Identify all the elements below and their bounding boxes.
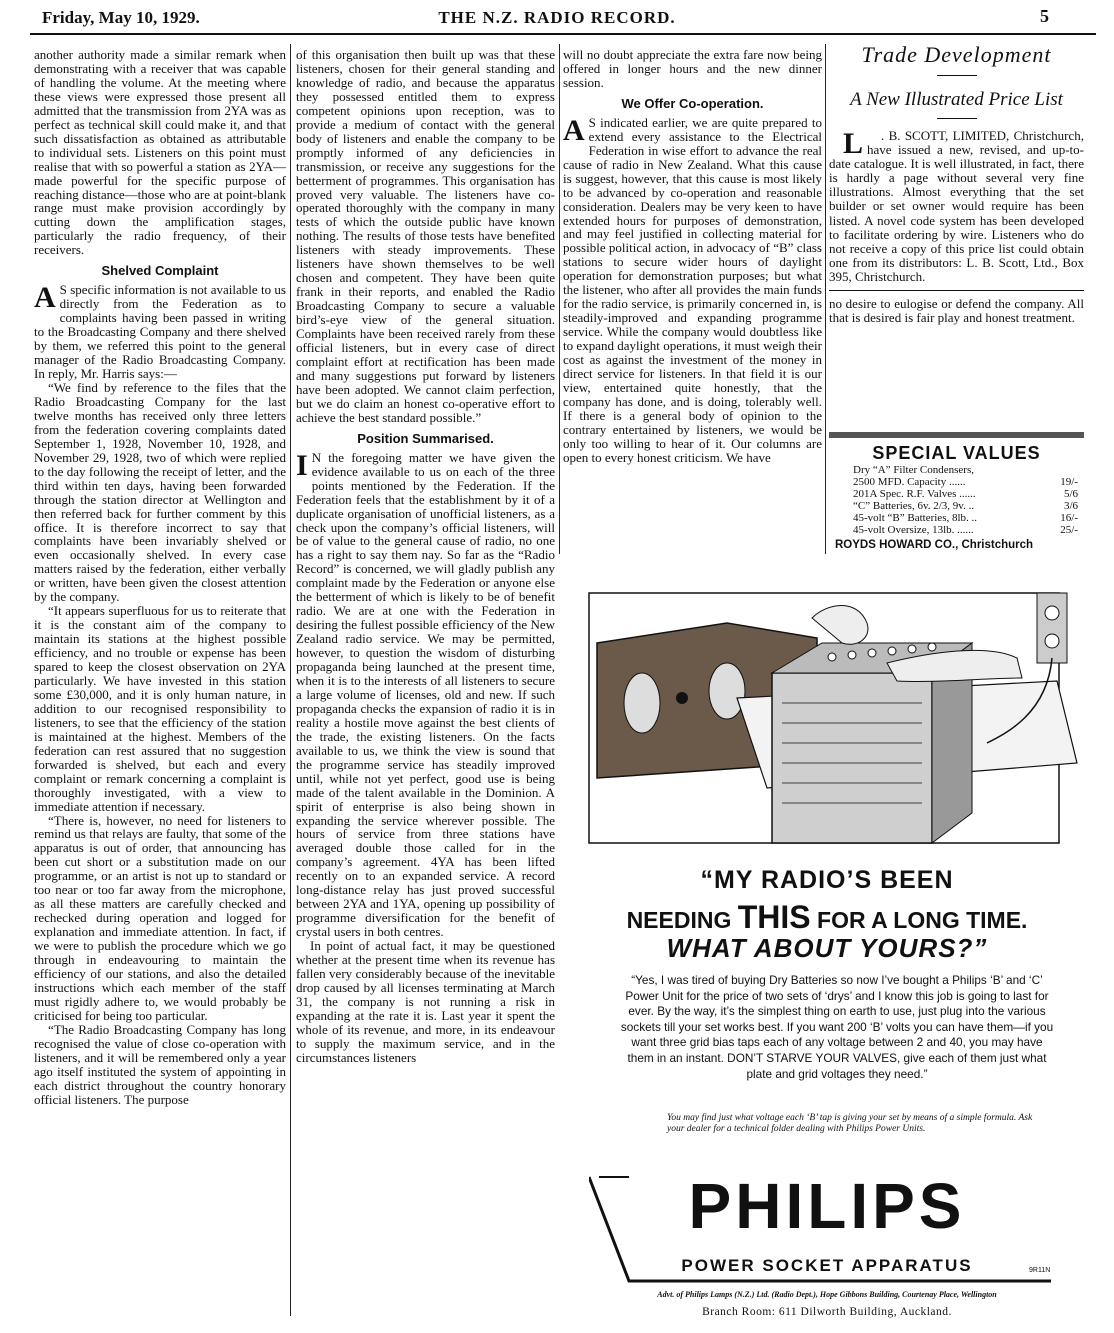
- paragraph-text: . B. SCOTT, LIMITED, Christchurch, have issued a new, revised, and up-to-date catalogue. It is well illustrated, in fact, there is hardly a page without several very fine illustrations. Almost everything that the set builder or set owner would require has been listed. A novel code system has been developed to facilitate ordering by wire. Listeners who do not receive a copy of this price list could obtain one from its distributors: L. B. Scott, Ltd., Box 395, Christchurch.: [829, 128, 1084, 284]
- drop-cap: L: [843, 127, 864, 160]
- trade-development-subtitle: A New Illustrated Price List: [850, 89, 1063, 110]
- price-row: [829, 500, 1084, 512]
- price-item-value: 16/-: [1060, 512, 1078, 524]
- ad-headline: WHAT ABOUT YOURS?”: [666, 933, 988, 963]
- advertiser-name: ROYDS HOWARD CO., Christchurch: [835, 539, 1034, 551]
- product-line: POWER SOCKET APPARATUS: [681, 1256, 973, 1275]
- box-rule: [829, 290, 1084, 291]
- paragraph: [563, 113, 822, 465]
- ad-code: 9R11N: [1029, 1267, 1051, 1274]
- column-divider: [559, 44, 560, 554]
- continued-paragraph: no desire to eulogise or defend the company. All that is desired is fair play and honest treatment.: [829, 296, 1084, 326]
- trade-development-column: [829, 44, 1084, 325]
- title-rule: [937, 75, 977, 76]
- price-item-label: 2500 MFD. Capacity ......: [853, 476, 966, 488]
- ad-body-copy: “Yes, I was tired of buying Dry Batteries so now I’ve bought a Philips ‘B’ and ‘C’ Power Unit for the price of two sets of ‘drys’ and I know this job is going to last for ever. By the way, it’s the simplest thing on earth to use, just plug into the various sockets till your set works best. If you want 200 ‘B’ volts you can have them—if you want three grid bias taps each of any voltage between 2 and 40, you may have them in an instant. DON’T STARVE YOUR VALVES, give each of them just what plate and grid voltages they need.”: [620, 973, 1054, 1081]
- issue-date: Friday, May 10, 1929.: [42, 8, 200, 27]
- price-item-label: 201A Spec. R.F. Valves ......: [853, 488, 976, 500]
- subheading-shelved-complaint: Shelved Complaint: [101, 263, 219, 279]
- paragraph-text: S indicated earlier, we are quite prepared to extend every assistance to the Electrical Federation in wise effort to advance the real cause of radio in New Zealand. What this cause is suggest, however, that this cause is most likely to be advanced by co-operation and reasonable consideration. Dealers may be very keen to have extended hours for purposes of demonstration, and may feel justified in collecting material for possible political action, in advocacy of “B” class stations to secure wider hours of daylight operation for demonstration purposes; but what the listener, who after all provides the main funds for the radio service, is primarily concerned in, is steadily-improved and expanding programme service. While the company would doubtless like to expand daylight operations, it must weigh their cost as against the investment of the money in direct service for listeners. In that field it is our view, entertained quite honestly, that the company has done, and is doing, tolerably well. If there is a general body of opinion to the contrary entertained by listeners, we would be only too willing to hear of it. Our columns are open to every honest criticism. We have: [563, 114, 822, 465]
- drop-cap: A: [34, 281, 56, 315]
- paragraph: “We find by reference to the files that the Radio Broadcasting Company for the last twelve months has received only three letters from the federation covering complaints dated September 1, 1928, November 10, 1928, and November 29, 1928, two of which were replied to the day following the receipt of letter, and the third within ten days, having been forwarded through the station director at Wellington and then referred back for further comment by this office. It is therefore incorrect to say that complaints have been invariably shelved or even occasionally shelved. In every case matters raised by the federation, either verbally or written, have been given the closest attention by the company.: [34, 379, 286, 605]
- trade-development-body: [829, 129, 1084, 284]
- paragraph-text: N the foregoing matter we have given the evidence available to us on each of the three points mentioned by the Federation. If the Federation feels that the establishment by it of a duplicate organisation of unofficial listeners, as a check upon the company’s official listeners, will be of value to the general cause of radio, no one has a right to say them nay. So far as the “Radio Record” is concerned, we will gladly publish any complaint made by the Federation or anyone else the betterment of which is likely to be of benefit radio. We are at one with the Federation in desiring the fullest possible efficiency of the New Zealand radio service. We may be permitted, however, to question the wisdom of disturbing propaganda being launched at the present time, when it is to the interests of all listeners to secure a large volume of licenses, old and new. If such propaganda checks the expansion of radio it is in reality a hostile move against the best clients of the trade, the existing listeners. On the facts available to us, we think the view is sound that the programme service has steadily improved until, while not yet perfect, good use is being made of the talent available in the Dominion. A spirit of enterprise is also being shown in expanding the service wherever possible. The hours of service from three stations have averaged double those called for in the company’s agreement. 4YA has been lifted recently on to an expanded service. A record long-distance relay has just proved successful between 2YA and 1YA, opening up possibility of programme diversification for the benefit of crystal users in both centres.: [296, 449, 555, 940]
- drop-cap: I: [296, 448, 308, 482]
- price-item-label: 45-volt “B” Batteries, 8lb. ..: [853, 512, 978, 524]
- price-row: [829, 476, 1084, 488]
- masthead-title: THE N.Z. RADIO RECORD.: [438, 8, 676, 27]
- ad-headline: [567, 899, 1087, 936]
- article-column-2: [296, 48, 555, 1312]
- special-values-ad: [829, 432, 1084, 550]
- header-rule: [30, 33, 1096, 35]
- drop-cap: A: [563, 113, 585, 147]
- ad-headline-part: FOR A LONG TIME.: [810, 907, 1028, 933]
- ad-fine-print: You may find just what voltage each ‘B’ tap is giving your set by means of a simple formula. Ask your dealer for a technical folder dealing with Philips Power Units.: [667, 1113, 1033, 1134]
- radio-illustration: [567, 563, 1087, 863]
- paragraph: [34, 283, 286, 381]
- page-header: [0, 0, 1114, 34]
- price-row: [829, 524, 1084, 536]
- branch-address: Branch Room: 611 Dilworth Building, Auckland.: [702, 1306, 952, 1318]
- philips-logo: PHILIPS: [688, 1170, 966, 1242]
- price-row: [829, 512, 1084, 524]
- price-item-value: 19/-: [1060, 476, 1078, 488]
- page-number: 5: [1040, 6, 1049, 26]
- price-item-value: 5/6: [1063, 488, 1078, 500]
- paragraph: another authority made a similar remark when demonstrating with a receiver that was capable of handling the volume. At the meeting where these views were expressed those present all admitted that the transmission from 2YA was as perfect as technical skill could make it, and that such dissatisfaction as obtained as attributable to individual sets. Listeners on this point must realise that with so powerful a station as 2YA—made powerful for the specific purpose of reaching distance—those who are at point-blank range must make provision accordingly by cutting down the amplification stages, particularly the radio frequency, of their receivers.: [34, 48, 286, 258]
- price-item-value: 3/6: [1063, 500, 1078, 512]
- paragraph-text: S specific information is not available to us directly from the Federation as to complaints having been passed in writing to the Broadcasting Company and there shelved by them, we referred this point to the general manager of the Radio Broadcasting Company. In reply, Mr. Harris says:—: [34, 282, 286, 382]
- ad-headline: “MY RADIO’S BEEN: [700, 866, 954, 894]
- paragraph: [296, 448, 555, 940]
- price-item-label: Dry “A” Filter Condensers,: [853, 464, 974, 476]
- paragraph: “The Radio Broadcasting Company has long recognised the value of close co-operation with listeners, and it will be remembered only a year ago itself instituted the system of appointing in each district throughout the country honorary official listeners. The purpose: [34, 1021, 286, 1107]
- price-item-label: 45-volt Oversize, 13lb. ......: [853, 524, 974, 536]
- price-row: [829, 464, 1084, 476]
- subheading-we-offer-cooperation: We Offer Co-operation.: [621, 95, 764, 111]
- advertiser-address: Advt. of Philips Lamps (N.Z.) Ltd. (Radio Dept.), Hope Gibbons Building, Courtenay Place, Wellington: [657, 1290, 997, 1299]
- title-rule: [937, 118, 977, 119]
- trade-development-title: Trade Development: [861, 44, 1052, 67]
- paragraph: “There is, however, no need for listeners to remind us that relays are faulty, that some of the apparatus is out of order, that announcing has been cut short or a substitution made on our programme, or an artist is not up to standard or too near or too far away from the microphone, as all these matters are carefully checked and rechecked during operation and logged for explanation and immediate attention. In fact, if we were to publish the procedure which we go through in endeavouring to maintain the efficiency of our stations, and also the detailed instructions which each member of the staff must rigidly adhere to, we would probably be criticised for being too particular.: [34, 812, 286, 1023]
- subheading-position-summarised: Position Summarised.: [357, 430, 494, 446]
- price-item-value: 25/-: [1060, 524, 1078, 536]
- ad-headline-part: NEEDING: [626, 907, 738, 933]
- column-divider: [290, 44, 291, 1316]
- article-column-3: [563, 48, 822, 553]
- special-values-title: SPECIAL VALUES: [872, 443, 1041, 463]
- paragraph: In point of actual fact, it may be questioned whether at the present time when its revenue has fallen very considerably because of the inevitable drop caused by all licenses terminating at March 31, the company is not running a risk in expanding at the rate it is. Last year it spent the whole of its revenue, and more, in its endeavour to supply the maximum service, and in the circumstances listeners: [296, 938, 555, 1065]
- paragraph: of this organisation then built up was that these listeners, chosen for their general standing and knowledge of radio, and because the apparatus they possessed entitled them to express competent opinions upon reception, was to provide a medium of contact with the general body of listeners and enable the company to be promptly informed of any deficiencies in transmission, or receive any suggestions for the betterment of programmes. This organisation has proved very valuable. The listeners have co-operated thoroughly with the company in many tests of which the outside public have known nothing. The results of those tests have benefited listeners with steady improvements. These listeners have shown themselves to be well chosen and competent. They have been quite frank in their reports, and enabled the Radio Broadcasting Company to secure a valuable bird’s-eye view of the general situation. Complaints have been received rarely from these official listeners, but in every case of direct complaint effort at rectification has been made and many suggestions put forward by listeners have been adopted. We cannot claim perfection, but we do claim an honest co-operative effort to achieve the best standard possible.”: [296, 48, 555, 425]
- price-row: [829, 488, 1084, 500]
- ad-headline-emphasis: THIS: [737, 899, 811, 935]
- paragraph: “It appears superfluous for us to reiterate that it is the constant aim of the company to maintain its stations at the highest possible efficiency, and no trouble or expense has been spared to keep the closest observation on 2YA particularly. We have invested in this station some £30,000, and it is only human nature, in addition to our recognised responsibility to listeners, to see that the efficiency of the station is maintained at the highest. Members of the federation can rest assured that no suggestion forwarded is shelved, but each and every complaint or remark concerning a complaint is thoroughly investigated, with a view to immediate attention if necessary.: [34, 603, 286, 814]
- article-column-1: [34, 48, 286, 1312]
- price-item-label: “C” Batteries, 6v. 2/3, 9v. ..: [853, 500, 975, 512]
- column-divider: [825, 44, 826, 554]
- special-values-list: [829, 464, 1084, 536]
- philips-advertisement: [567, 563, 1087, 1325]
- paragraph: will no doubt appreciate the extra fare now being offered in longer hours and the new dinner session.: [563, 48, 822, 90]
